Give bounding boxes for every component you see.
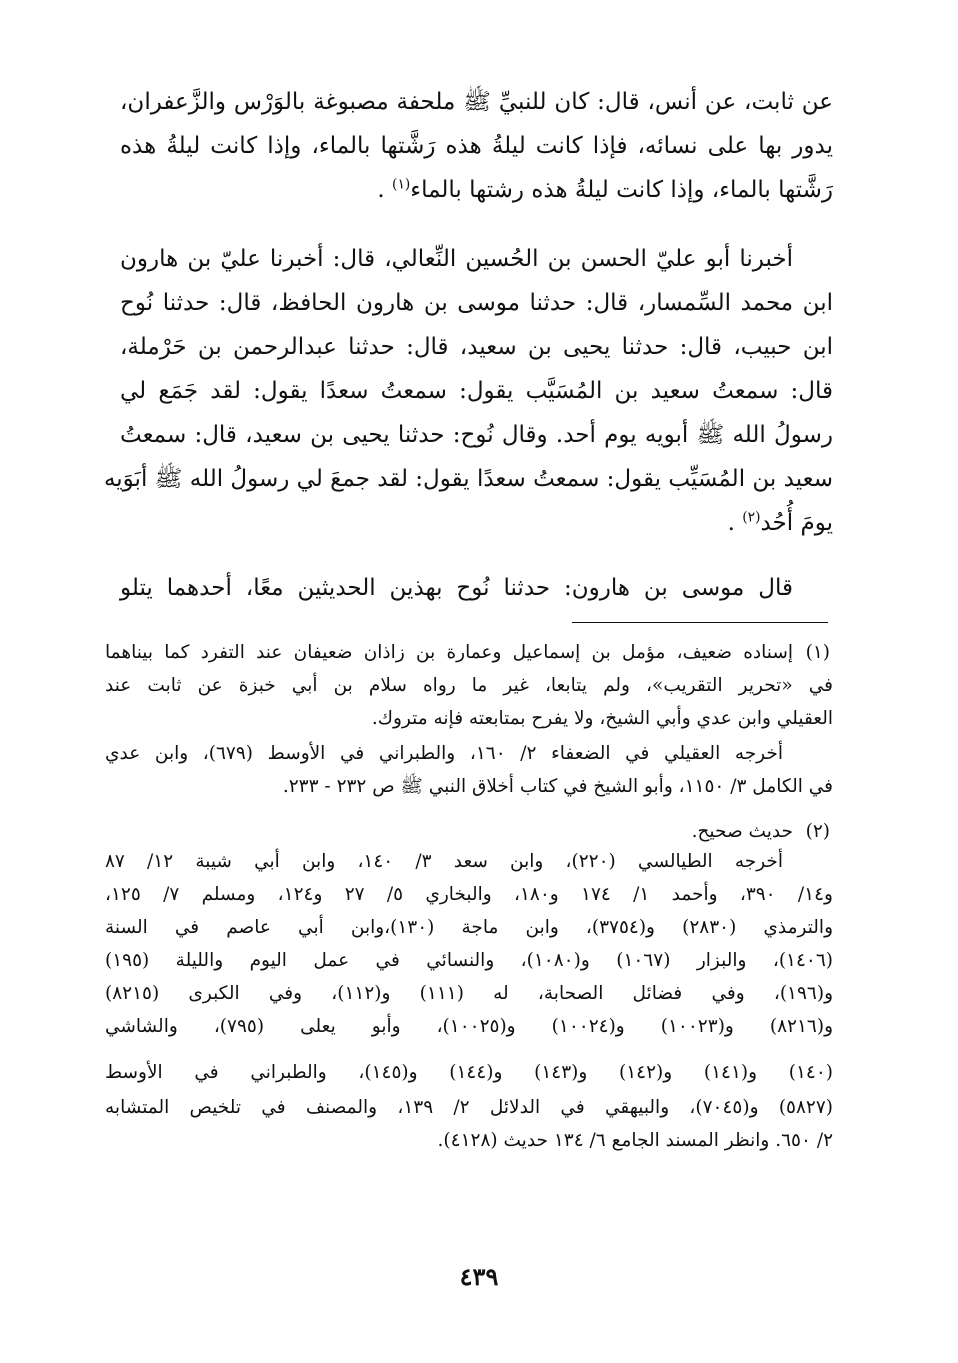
main-text-line: قال: سمعتُ سعيد بن المُسَيَّب يقول: سمعتُ سعدًا يقول: لقد جَمَع لي — [120, 378, 833, 404]
footnote-line: و١٤/ ٣٩٠، وأحمد ١/ ١٧٤ و١٨٠، والبخاري ٥/ ٢٧ و١٢٤، ومسلم ٧/ ١٢٥، — [105, 884, 833, 905]
main-text-line: يومَ أُحُد$^{(٢)}$ . — [727, 509, 833, 536]
footnote-line: أخرجه العقيلي في الضعفاء ٢/ ١٦٠، والطبراني في الأوسط (٦٧٩)، وابن عدي — [105, 743, 783, 764]
main-text-line: عن ثابت، عن أنس، قال: كان للنبيِّ ﷺ ملحفة مصبوغة بالوَرْس والزَّعفران، — [120, 89, 833, 115]
footnote-line: في الكامل ٣/ ١١٥٠، وأبو الشيخ في كتاب أخلاق النبي ﷺ ص ٢٣٢ - ٢٣٣. — [282, 776, 833, 797]
footnote-line: والترمذي (٢٨٣٠) و(٣٧٥٤)، وابن ماجة (١٣٠)،وابن أبي عاصم في السنة — [105, 917, 833, 938]
main-text-line: يدور بها على نسائه، فإذا كانت ليلةُ هذه رَشَّتها بالماء، وإذا كانت ليلةُ هذه — [120, 133, 833, 159]
footnote-line: (١٤٠) و(١٤١) و(١٤٢) و(١٤٣) و(١٤٤) و(١٤٥)، والطبراني في الأوسط — [105, 1062, 834, 1083]
footnote-line: أخرجه الطيالسي (٢٢٠)، وابن سعد ٣/ ١٤٠، وابن أبي شيبة ١٢/ ٨٧ — [105, 851, 783, 872]
footnote-line: و(١٩٦)، وفي فضائل الصحابة، له (١١١) و(١١٢)، وفي الكبرى (٨٢١٥) — [105, 983, 834, 1004]
footnote-separator — [572, 622, 828, 623]
main-text-line: رسولُ الله ﷺ أبويه يوم أحد. وقال نُوح: حدثنا يحيى بن سعيد، قال: سمعتُ — [120, 422, 833, 448]
footnote-number: (٢) — [805, 821, 830, 842]
footnote-line: إسناده ضعيف، مؤمل بن إسماعيل وعمارة بن زاذان ضعيفان عند التفرد كما بيناهما — [105, 642, 793, 663]
main-text-line: سعيد بن المُسَيِّب يقول: سمعتُ سعدًا يقول: لقد جمعَ لي رسولُ الله ﷺ أبَوَيه — [103, 466, 833, 492]
footnote-line: (٥٨٢٧) و(٧٠٤٥)، والبيهقي في الدلائل ٢/ ١٣٩، والمصنف في تلخيص المتشابه — [105, 1097, 834, 1118]
footnote-line: ٢/ ٦٥٠. وانظر المسند الجامع ٦/ ١٣٤ حديث (٤١٢٨). — [437, 1130, 833, 1151]
footnote-line: العقيلي وابن عدي وأبي الشيخ، ولا يفرح بمتابعته فإنه متروك. — [371, 708, 833, 729]
footnote-number: (١) — [805, 642, 830, 663]
footnote-line: في «تحرير التقريب»، ولم يتابعا، غير ما رواه سلام بن أبي خبزة عن ثابت عند — [105, 675, 833, 696]
page-number: ٤٣٩ — [459, 1262, 499, 1291]
footnote-line: و(٨٢١٦) و(١٠٠٢٣) و(١٠٠٢٤) و(١٠٠٢٥)، وأبو يعلى (٧٩٥)، والشاشي — [105, 1016, 834, 1037]
footnote-ref: (١) — [392, 176, 411, 193]
main-text-line: ابن حبيب، قال: حدثنا يحيى بن سعيد، قال: حدثنا عبدالرحمن بن حَرْملة، — [120, 334, 833, 360]
main-text-line: رَشَّتها بالماء، وإذا كانت ليلةُ هذه رشتها بالماء$^{(١)}$ . — [377, 176, 833, 203]
footnote-ref: (٢) — [742, 509, 761, 526]
main-text-line: قال موسى بن هارون: حدثنا نُوح بهذين الحديثين معًا، أحدهما يتلو — [120, 575, 793, 601]
main-text-line: أخبرنا أبو عليّ الحسن بن الحُسين النِّعالي، قال: أخبرنا عليّ بن هارون — [120, 246, 793, 272]
footnote-line: حديث صحيح. — [691, 821, 793, 842]
main-text-line: ابن محمد السِّمسار، قال: حدثنا موسى بن هارون الحافظ، قال: حدثنا نُوح — [120, 290, 833, 316]
footnote-line: (١٤٠٦)، والبزار (١٠٦٧) و(١٠٨٠)، والنسائي في عمل اليوم والليلة (١٩٥) — [105, 950, 834, 971]
